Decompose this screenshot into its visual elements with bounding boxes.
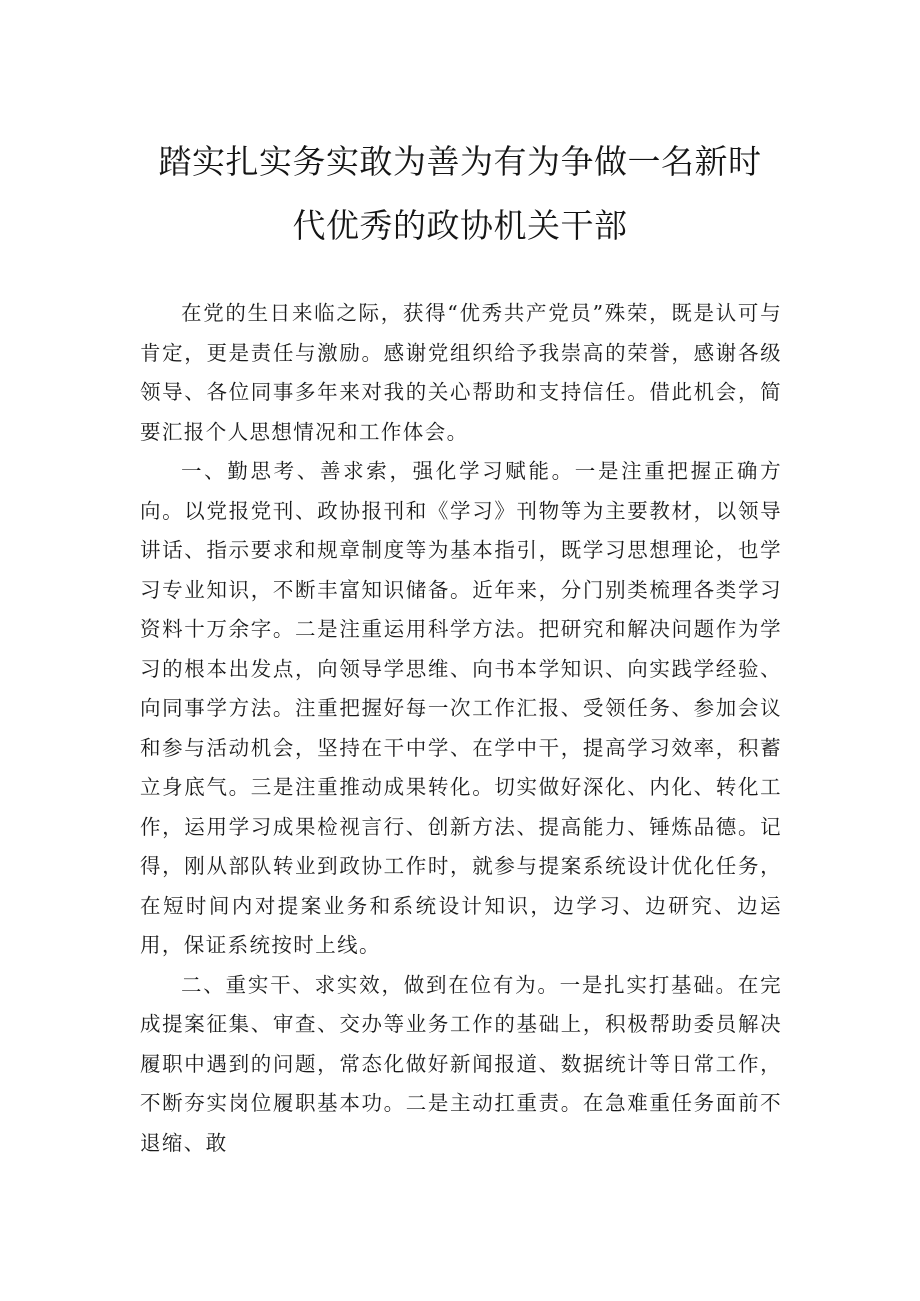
document-body	[140, 294, 782, 1163]
paragraph-section-1: 一、勤思考、善求索，强化学习赋能。一是注重把握正确方向。以党报党刊、政协报刊和《学习》刊物等为主要教材，以领导讲话、指示要求和规章制度等为基本指引，既学习思想理论，也学习专业知识，不断丰富知识储备。近年来，分门别类梳理各类学习资料十万余字。二是注重运用科学方法。把研究和解决问题作为学习的根本出发点，向领导学思维、向书本学知识、向实践学经验、向同事学方法。注重把握好每一次工作汇报、受领任务、参加会议和参与活动机会，坚持在干中学、在学中干，提高学习效率，积蓄立身底气。三是注重推动成果转化。切实做好深化、内化、转化工作，运用学习成果检视言行、创新方法、提高能力、锤炼品德。记得，刚从部队转业到政协工作时，就参与提案系统设计优化任务，在短时间内对提案业务和系统设计知识，边学习、边研究、边运用，保证系统按时上线。	[140, 459, 782, 957]
title-line-1: 踏实扎实务实敢为善为有为争做一名新时	[158, 142, 762, 181]
document-title	[140, 130, 780, 258]
title-line-2: 代优秀的政协机关干部	[292, 206, 628, 245]
paragraph-section-2: 二、重实干、求实效，做到在位有为。一是扎实打基础。在完成提案征集、审查、交办等业务工作的基础上，积极帮助委员解决履职中遇到的问题，常态化做好新闻报道、数据统计等日常工作，不断夯实岗位履职基本功。二是主动扛重责。在急难重任务面前不退缩、敢	[140, 972, 782, 1155]
paragraph-intro: 在党的生日来临之际，获得“优秀共产党员”殊荣，既是认可与肯定，更是责任与激励。感谢党组织给予我崇高的荣誉，感谢各级领导、各位同事多年来对我的关心帮助和支持信任。借此机会，简要汇报个人思想情况和工作体会。	[140, 301, 782, 444]
